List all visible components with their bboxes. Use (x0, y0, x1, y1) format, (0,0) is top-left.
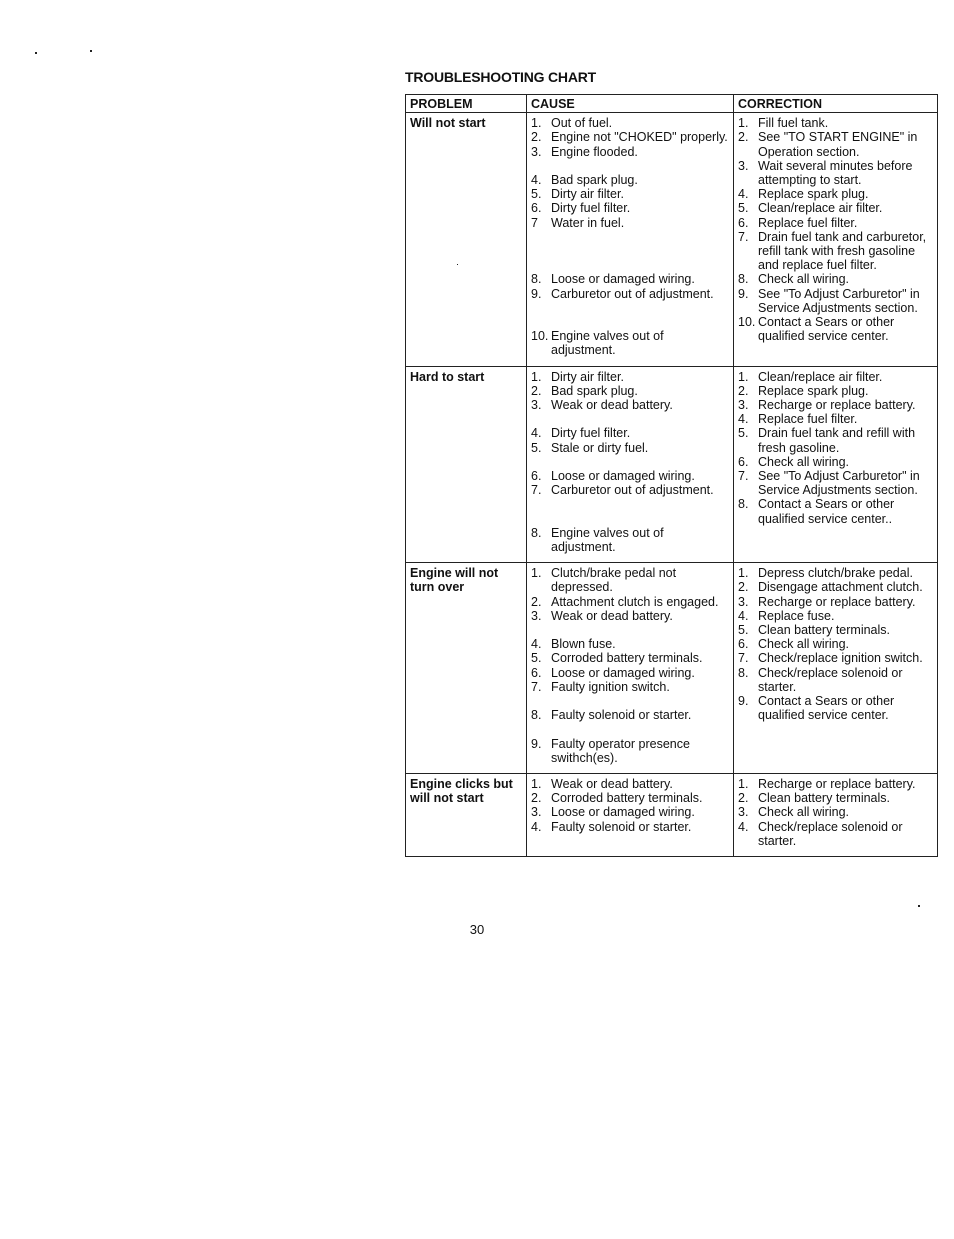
item-number: 6. (738, 637, 749, 652)
correction-item (738, 595, 933, 609)
cause-item (531, 116, 729, 130)
item-text: Wait several minutes before attempting to start. (758, 158, 913, 188)
item-number: 4. (531, 173, 542, 187)
problem-cell: Will not start (406, 113, 527, 366)
item-text: Recharge or replace battery. (758, 594, 916, 609)
correction-item (738, 651, 933, 665)
list-spacer (531, 230, 729, 244)
cause-item (531, 708, 729, 722)
item-text: Check all wiring. (758, 454, 850, 469)
cause-item (531, 272, 729, 286)
item-text: Drain fuel tank and carburetor, refill tank with fresh gasoline and replace fuel filter. (758, 229, 927, 273)
item-text: Dirty fuel filter. (551, 201, 631, 216)
item-number: 9. (531, 736, 542, 751)
item-number: 2. (531, 594, 542, 609)
item-number: 9. (531, 286, 542, 301)
list-spacer (531, 258, 729, 272)
item-text: Clutch/brake pedal not depressed. (551, 566, 677, 595)
item-number: 8. (738, 497, 749, 512)
cause-item (531, 791, 729, 805)
cause-item (531, 651, 729, 665)
item-number: 7. (531, 679, 542, 694)
item-text: Clean/replace air filter. (758, 369, 883, 384)
correction-item (738, 216, 933, 230)
item-text: Clean battery terminals. (758, 622, 891, 637)
item-text: Check all wiring. (758, 805, 850, 820)
chart-title: TROUBLESHOOTING CHART (405, 69, 597, 85)
cause-item (531, 398, 729, 412)
item-number: 1. (738, 776, 749, 791)
item-text: Faulty operator presence swithch(es). (551, 736, 690, 765)
item-number: 6. (531, 201, 542, 216)
correction-cell (734, 563, 938, 774)
item-number: 3. (531, 608, 542, 623)
problem-cell: Engine will not turn over (406, 563, 527, 774)
list-spacer (531, 315, 729, 329)
list-spacer (531, 301, 729, 315)
item-text: Loose or damaged wiring. (551, 272, 695, 287)
item-number: 5. (531, 651, 542, 666)
correction-item (738, 469, 933, 497)
item-number: 3. (738, 397, 749, 412)
table-row (406, 113, 938, 366)
item-text: Dirty air filter. (551, 187, 624, 202)
item-text: Recharge or replace battery. (758, 397, 916, 412)
correction-item (738, 370, 933, 384)
item-text: Bad spark plug. (551, 173, 638, 187)
item-number: 6. (738, 454, 749, 469)
correction-item (738, 820, 933, 848)
cause-item (531, 595, 729, 609)
cause-item (531, 526, 729, 554)
item-number: 4. (738, 819, 749, 834)
item-text: Check/replace solenoid or starter. (758, 819, 903, 848)
cause-cell (527, 366, 734, 563)
scan-speck (35, 52, 37, 54)
item-number: 2. (531, 130, 542, 145)
item-text: Loose or damaged wiring. (551, 468, 695, 483)
item-number: 3. (531, 144, 542, 159)
item-text: Check all wiring. (758, 272, 850, 287)
item-text: See "To Adjust Carburetor" in Service Adjustments section. (758, 468, 920, 498)
item-number: 7. (738, 651, 749, 666)
cause-item (531, 201, 729, 215)
item-text: Faulty ignition switch. (551, 679, 670, 694)
item-number: 4. (531, 637, 542, 652)
list-spacer (531, 412, 729, 426)
item-text: Loose or damaged wiring. (551, 805, 695, 820)
cause-item (531, 566, 729, 594)
item-text: Replace fuse. (758, 608, 835, 623)
item-number: 8. (531, 272, 542, 287)
correction-item (738, 398, 933, 412)
item-number: 8. (738, 665, 749, 680)
scan-speck (918, 905, 920, 907)
item-number: 5. (531, 440, 542, 455)
list-spacer (531, 512, 729, 526)
table-row (406, 773, 938, 856)
item-text: Replace spark plug. (758, 187, 869, 202)
item-text: Replace spark plug. (758, 383, 869, 398)
item-text: Weak or dead battery. (551, 608, 673, 623)
item-number: 1. (531, 116, 542, 131)
item-text: Contact a Sears or other qualified service center. (758, 315, 895, 344)
item-number: 10. (738, 315, 756, 330)
cause-cell (527, 773, 734, 856)
correction-item (738, 694, 933, 722)
correction-item (738, 497, 933, 525)
item-number: 8. (531, 525, 542, 540)
cause-cell (527, 113, 734, 366)
correction-item (738, 272, 933, 286)
item-text: Faulty solenoid or starter. (551, 819, 692, 834)
table-body (406, 113, 938, 857)
correction-item (738, 384, 933, 398)
list-spacer (531, 722, 729, 736)
cause-item (531, 637, 729, 651)
correction-item (738, 315, 933, 343)
cause-item (531, 737, 729, 765)
item-text: Stale or dirty fuel. (551, 440, 649, 455)
item-number: 3. (531, 397, 542, 412)
item-number: 6. (531, 665, 542, 680)
item-text: Carburetor out of adjustment. (551, 483, 714, 498)
item-text: Depress clutch/brake pedal. (758, 566, 913, 581)
cause-item (531, 187, 729, 201)
item-number: 6. (531, 468, 542, 483)
page-number: 30 (469, 922, 485, 937)
cause-item (531, 666, 729, 680)
table-row (406, 366, 938, 563)
correction-item (738, 666, 933, 694)
correction-cell (734, 773, 938, 856)
problem-cell: Engine clicks but will not start (406, 773, 527, 856)
cause-item (531, 441, 729, 455)
item-number: 5. (531, 187, 542, 202)
correction-item (738, 426, 933, 454)
item-text: Water in fuel. (551, 215, 625, 230)
correction-item (738, 791, 933, 805)
cause-item (531, 216, 729, 230)
item-text: Replace fuel filter. (758, 412, 858, 427)
correction-item (738, 566, 933, 580)
item-number: 1. (738, 116, 749, 131)
item-number: 5. (738, 622, 749, 637)
item-number: 7. (738, 229, 749, 244)
item-number: 8. (738, 272, 749, 287)
correction-item (738, 287, 933, 315)
header-row (406, 95, 938, 113)
cause-item (531, 609, 729, 623)
item-number: 6. (738, 215, 749, 230)
item-text: Corroded battery terminals. (551, 791, 703, 806)
item-number: 10. (531, 329, 549, 344)
correction-item (738, 637, 933, 651)
item-text: Attachment clutch is engaged. (551, 594, 719, 609)
header-problem: PROBLEM (406, 95, 527, 113)
correction-cell (734, 366, 938, 563)
cause-item (531, 805, 729, 819)
item-text: Contact a Sears or other qualified service center.. (758, 497, 895, 526)
item-text: Clean/replace air filter. (758, 201, 883, 216)
cause-cell (527, 563, 734, 774)
item-number: 7 (531, 215, 538, 230)
item-number: 3. (738, 158, 749, 173)
correction-item (738, 580, 933, 594)
item-text: Faulty solenoid or starter. (551, 708, 692, 723)
item-number: 9. (738, 286, 749, 301)
header-cause: CAUSE (527, 95, 734, 113)
correction-item (738, 230, 933, 273)
cause-item (531, 469, 729, 483)
item-number: 4. (738, 187, 749, 202)
item-text: Recharge or replace battery. (758, 776, 916, 791)
item-number: 2. (738, 791, 749, 806)
item-text: Engine not "CHOKED" properly. (551, 130, 728, 145)
item-text: Check/replace ignition switch. (758, 651, 923, 666)
item-number: 2. (531, 383, 542, 398)
cause-item (531, 820, 729, 834)
table-row (406, 563, 938, 774)
item-text: See "To Adjust Carburetor" in Service Adjustments section. (758, 286, 920, 315)
item-text: Weak or dead battery. (551, 397, 673, 412)
correction-item (738, 455, 933, 469)
item-number: 1. (531, 566, 542, 581)
item-text: Contact a Sears or other qualified service center. (758, 693, 895, 723)
scan-speck (90, 50, 92, 52)
cause-item (531, 287, 729, 301)
item-number: 7. (531, 483, 542, 498)
list-spacer (531, 159, 729, 173)
item-number: 3. (738, 594, 749, 609)
item-number: 9. (738, 693, 749, 708)
cause-item (531, 173, 729, 187)
troubleshooting-table (405, 94, 938, 857)
list-spacer (531, 694, 729, 708)
correction-item (738, 609, 933, 623)
correction-item (738, 187, 933, 201)
correction-item (738, 159, 933, 187)
correction-item (738, 201, 933, 215)
item-number: 1. (738, 369, 749, 384)
item-text: Dirty fuel filter. (551, 426, 631, 441)
item-text: Fill fuel tank. (758, 116, 829, 131)
item-text: See "TO START ENGINE" in Operation section. (758, 130, 918, 159)
item-text: Drain fuel tank and refill with fresh gasoline. (758, 426, 916, 455)
cause-item (531, 777, 729, 791)
item-text: Blown fuse. (551, 637, 616, 652)
correction-item (738, 777, 933, 791)
cause-item (531, 426, 729, 440)
cause-item (531, 680, 729, 694)
correction-item (738, 623, 933, 637)
correction-item (738, 116, 933, 130)
list-spacer (531, 455, 729, 469)
correction-item (738, 805, 933, 819)
item-number: 2. (738, 130, 749, 145)
list-spacer (531, 623, 729, 637)
cause-item (531, 130, 729, 144)
item-number: 1. (531, 369, 542, 384)
item-text: Dirty air filter. (551, 369, 624, 384)
item-number: 4. (531, 426, 542, 441)
item-text: Clean battery terminals. (758, 791, 891, 806)
item-text: Carburetor out of adjustment. (551, 286, 714, 301)
item-number: 4. (531, 819, 542, 834)
item-number: 2. (738, 580, 749, 595)
item-number: 3. (531, 805, 542, 820)
cause-item (531, 483, 729, 497)
cause-item (531, 384, 729, 398)
item-number: 1. (531, 776, 542, 791)
item-number: 5. (738, 426, 749, 441)
header-correction: CORRECTION (734, 95, 938, 113)
cause-item (531, 329, 729, 357)
item-text: Out of fuel. (551, 116, 613, 131)
item-text: Check all wiring. (758, 637, 850, 652)
item-number: 1. (738, 566, 749, 581)
item-text: Engine flooded. (551, 144, 638, 159)
item-number: 7. (738, 468, 749, 483)
item-text: Disengage attachment clutch. (758, 580, 923, 595)
item-number: 8. (531, 708, 542, 723)
item-text: Check/replace solenoid or starter. (758, 665, 903, 694)
item-text: Engine valves out of adjustment. (551, 525, 664, 554)
item-text: Engine valves out of adjustment. (551, 329, 664, 358)
correction-item (738, 130, 933, 158)
item-text: Loose or damaged wiring. (551, 665, 695, 680)
item-number: 4. (738, 608, 749, 623)
item-text: Corroded battery terminals. (551, 651, 703, 666)
item-number: 4. (738, 412, 749, 427)
item-number: 3. (738, 805, 749, 820)
item-text: Weak or dead battery. (551, 776, 673, 791)
item-text: Bad spark plug. (551, 383, 638, 398)
item-text: Replace fuel filter. (758, 215, 858, 230)
item-number: 2. (531, 791, 542, 806)
item-number: 2. (738, 383, 749, 398)
correction-item (738, 412, 933, 426)
item-number: 5. (738, 201, 749, 216)
list-spacer (531, 497, 729, 511)
list-spacer (531, 244, 729, 258)
correction-cell (734, 113, 938, 366)
cause-item (531, 145, 729, 159)
cause-item (531, 370, 729, 384)
problem-cell: Hard to start (406, 366, 527, 563)
